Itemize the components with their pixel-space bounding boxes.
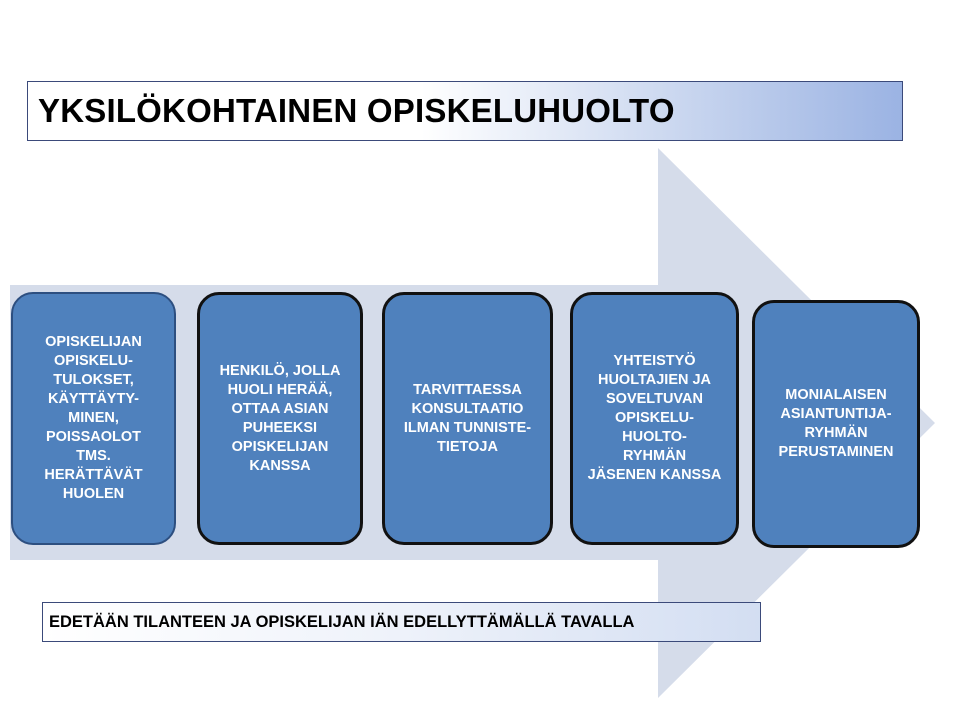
step-5-label: MONIALAISEN ASIANTUNTIJA- RYHMÄN PERUSTAMINEN: [778, 387, 894, 460]
step-1-box: [11, 292, 176, 545]
step-2-label: HENKILÖ, JOLLA HUOLI HERÄÄ, OTTAA ASIAN PUHEEKSI OPISKELIJAN KANSSA: [219, 362, 341, 474]
step-3-label: TARVITTAESSA KONSULTAATIO ILMAN TUNNISTE- TIETOJA: [403, 381, 532, 455]
step-5-box: [752, 300, 920, 548]
step-4-label: YHTEISTYÖ HUOLTAJIEN JA SOVELTUVAN OPISKELU- HUOLTO- RYHMÄN JÄSENEN KANSSA: [587, 353, 722, 483]
step-2-box: [197, 292, 363, 545]
footer-note: EDETÄÄN TILANTEEN JA OPISKELIJAN IÄN EDELLYTTÄMÄLLÄ TAVALLA: [49, 612, 635, 631]
title-box: [27, 81, 903, 141]
footer-box: [42, 602, 761, 642]
step-4-box: [570, 292, 739, 545]
step-1-label: OPISKELIJAN OPISKELU- TULOKSET, KÄYTTÄYTY- MINEN, POISSAOLOT TMS. HERÄTTÄVÄT HUOLEN: [44, 334, 143, 502]
page-title: YKSILÖKOHTAINEN OPISKELUHUOLTO: [38, 92, 675, 129]
step-3-box: [382, 292, 553, 545]
